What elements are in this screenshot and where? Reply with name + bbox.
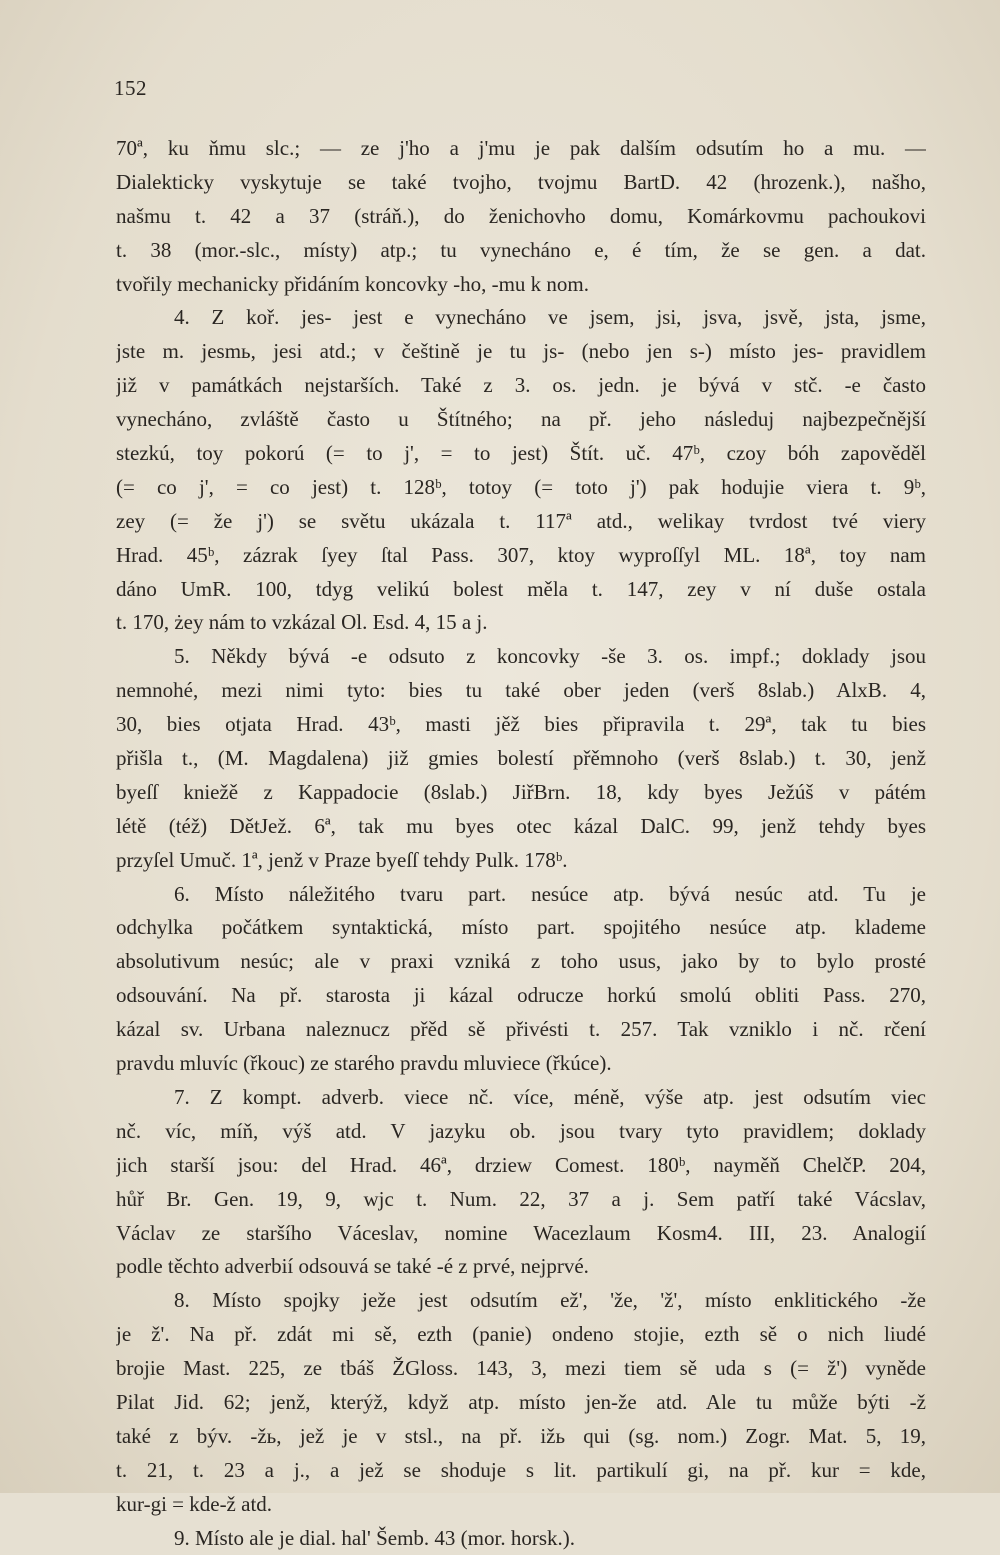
text-line: také z býv. -žь, jež je v stsl., na př. ižь qui (sg. nom.) Zogr. Mat. 5, 19,	[116, 1423, 926, 1448]
text-line: hůř Br. Gen. 19, 9, wjc t. Num. 22, 37 a j. Sem patří také Vácslav,	[116, 1186, 926, 1211]
text-line: 70ª, ku ňmu slc.; — ze j'ho a j'mu je pak dalším odsutím ho a mu. —	[116, 136, 926, 160]
text-line: przyſel Umuč. 1ª, jenž v Praze byeſſ tehdy Pulk. 178ᵇ.	[116, 847, 568, 872]
page-number: 152	[114, 76, 147, 100]
text-line: 30, bies otjata Hrad. 43ᵇ, masti jěž bies připravila t. 29ª, tak tu bies	[116, 712, 926, 737]
text-line: podle těchto adverbií odsouvá se také -é z prvé, nejprvé.	[116, 1254, 589, 1279]
text-line: nemnohé, mezi nimi tyto: bies tu také ober jeden (verš 8slab.) AlxB. 4,	[116, 678, 926, 703]
text-line: Václav ze staršího Váceslav, nomine Wacezlaum Kosm4. III, 23. Analogií	[116, 1220, 926, 1245]
text-line: vynecháno, zvláště často u Štítného; na př. jeho následuj najbezpečnější	[116, 407, 926, 432]
text-line: je ž'. Na př. zdát mi sě, ezth (panie) ondeno stojie, ezth sě o nich liudé	[116, 1322, 926, 1347]
text-line: dáno UmR. 100, tdyg velikú bolest měla t. 147, zey v ní duše ostala	[116, 576, 926, 601]
text-line: létě (též) DětJež. 6ª, tak mu byes otec kázal DalC. 99, jenž tehdy byes	[116, 813, 926, 838]
text-line: Dialekticky vyskytuje se také tvojho, tvojmu BartD. 42 (hrozenk.), našho,	[116, 169, 926, 194]
text-line: Pilat Jid. 62; jenž, kterýž, když atp. místo jen-že atd. Ale tu může býti -ž	[116, 1389, 926, 1414]
text-line: odsouvání. Na př. starosta ji kázal odrucze horkú smolú obliti Pass. 270,	[116, 983, 926, 1008]
text-line: odchylka počátkem syntaktická, místo part. spojitého nesúce atp. klademe	[116, 915, 926, 940]
text-line: kázal sv. Urbana naleznucz přěd sě přivésti t. 257. Tak vzniklo i nč. rčení	[116, 1017, 926, 1042]
text-line: jich starší jsou: del Hrad. 46ª, drziew Comest. 180ᵇ, nayměň ChelčP. 204,	[116, 1152, 926, 1177]
text-line: (= co j', = co jest) t. 128ᵇ, totoy (= toto j') pak hodujie viera t. 9ᵇ,	[116, 474, 926, 499]
text-line: tvořily mechanicky přidáním koncovky -ho, -mu k nom.	[116, 271, 589, 296]
text-line: absolutivum nesúc; ale v praxi vzniká z toho usus, jako by to bylo prosté	[116, 949, 926, 974]
text-line: 4. Z koř. jes- jest e vynecháno ve jsem, jsi, jsva, jsvě, jsta, jsme,	[174, 305, 926, 330]
text-line: jste m. jesmь, jesi atd.; v češtině je tu js- (nebo jen s-) místo jes- pravidlem	[116, 339, 926, 364]
text-line: našmu t. 42 a 37 (stráň.), do ženichovho domu, Komárkovmu pachoukovi	[116, 203, 926, 228]
text-line: t. 21, t. 23 a j., a jež se shoduje s lit. partikulí gi, na př. kur = kde,	[116, 1457, 926, 1482]
text-line: již v památkách nejstarších. Také z 3. os. jedn. je bývá v stč. -e často	[116, 373, 926, 398]
text-line: nč. víc, míň, výš atd. V jazyku ob. jsou tvary tyto pravidlem; doklady	[116, 1118, 926, 1143]
body-text	[116, 132, 926, 1555]
text-line: 8. Místo spojky ježe jest odsutím ež', 'že, 'ž', místo enklitického -že	[174, 1288, 926, 1313]
text-line: 7. Z kompt. adverb. viece nč. více, méně, výše atp. jest odsutím viec	[174, 1084, 926, 1109]
text-line: stezkú, toy pokorú (= to j', = to jest) Štít. uč. 47ᵇ, czoy bóh zapověděl	[116, 441, 926, 466]
text-line: 5. Někdy bývá -e odsuto z koncovky -še 3. os. impf.; doklady jsou	[174, 644, 926, 669]
text-line: kur-gi = kde-ž atd.	[116, 1491, 273, 1516]
text-line: pravdu mluvíc (řkouc) ze starého pravdu mluviece (řkúce).	[116, 1051, 612, 1076]
text-line: zey (= že j') se světu ukázala t. 117ª atd., welikay tvrdost tvé viery	[116, 508, 926, 533]
text-line: 6. Místo náležitého tvaru part. nesúce atp. bývá nesúc atd. Tu je	[174, 881, 926, 906]
text-line: Hrad. 45ᵇ, zázrak ſyey ſtal Pass. 307, ktoy wyproſſyl ML. 18ª, toy nam	[116, 542, 926, 567]
text-line: t. 170, żey nám to vzkázal Ol. Esd. 4, 15 a j.	[116, 610, 488, 635]
text-line: přišla t., (M. Magdalena) již gmies bolestí přěmnoho (verš 8slab.) t. 30, jenž	[116, 746, 926, 771]
text-line: t. 38 (mor.-slc., místy) atp.; tu vynecháno e, é tím, že se gen. a dat.	[116, 237, 926, 262]
text-line: 9. Místo ale je dial. hal' Šemb. 43 (mor. horsk.).	[174, 1525, 575, 1550]
text-line: byeſſ kniežě z Kappadocie (8slab.) JiřBrn. 18, kdy byes Ježúš v pátém	[116, 779, 926, 804]
text-line: brojie Mast. 225, ze tbáš ŽGloss. 143, 3, mezi tiem sě uda s (= ž') vyněde	[116, 1356, 926, 1381]
